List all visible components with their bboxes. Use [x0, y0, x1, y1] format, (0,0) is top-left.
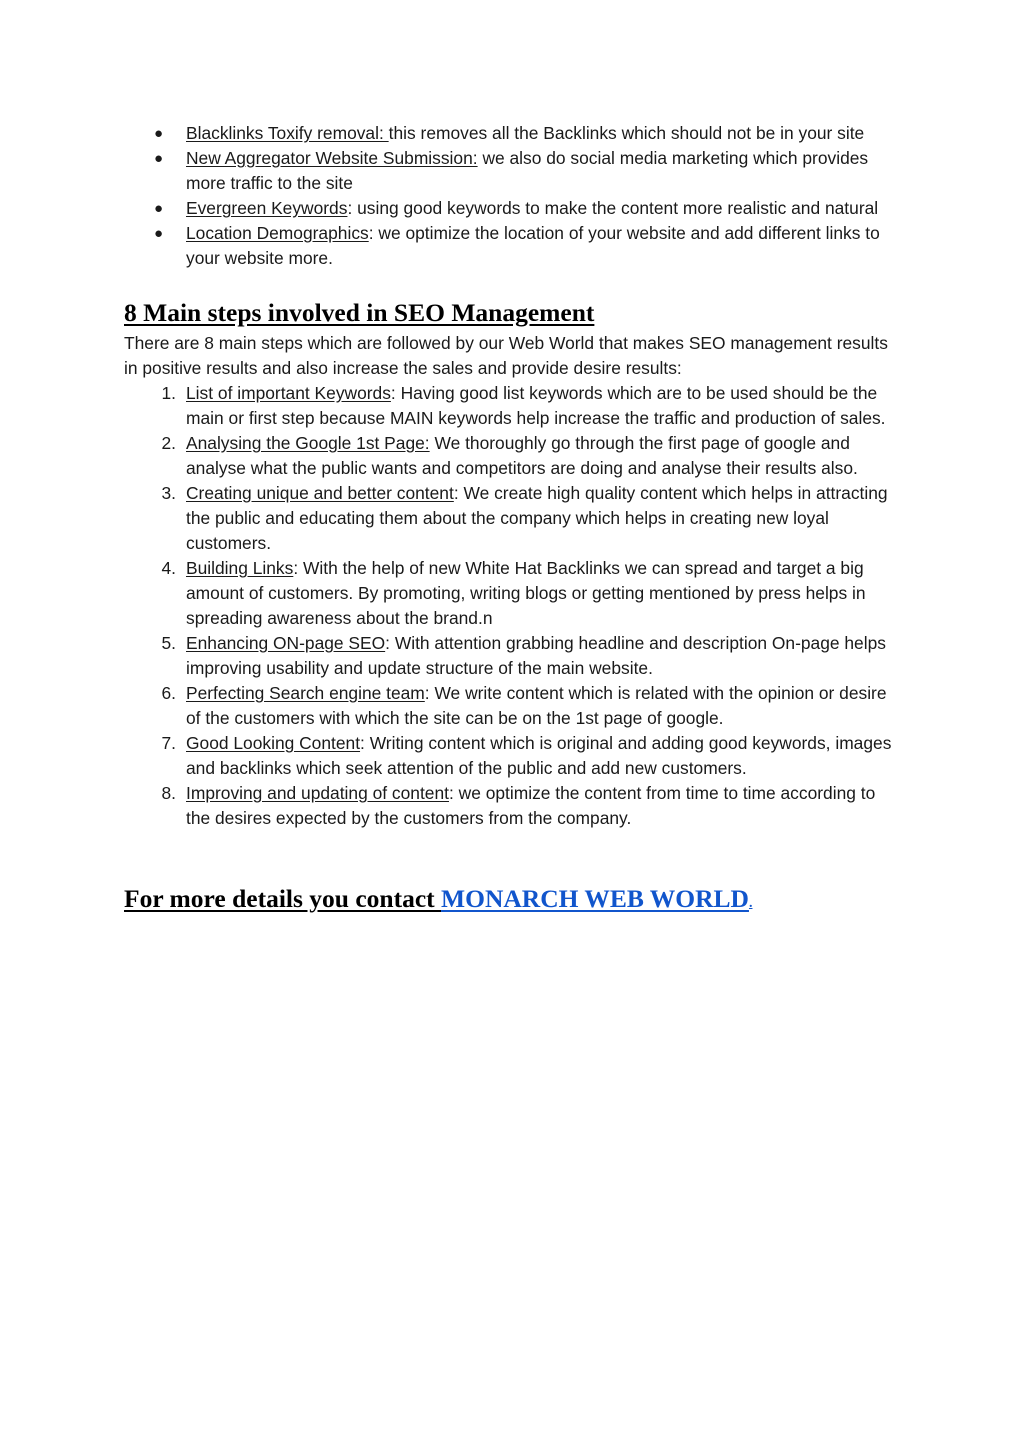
section-heading: 8 Main steps involved in SEO Management: [124, 298, 595, 327]
contact-label: For more details you contact: [124, 884, 442, 913]
list-item: [124, 556, 904, 631]
item-text: : we optimize the location of your website and add different links to your website more.: [186, 223, 880, 268]
section-intro: There are 8 main steps which are followed by our Web World that makes SEO management results in positive results and also increase the sales and provide desire results:: [124, 333, 888, 378]
list-item: [124, 731, 904, 781]
bullet-marker: ●: [154, 200, 164, 217]
item-title: List of important Keywords: [186, 383, 391, 403]
item-title: Evergreen Keywords: [186, 198, 348, 218]
list-item: [124, 431, 904, 481]
list-item: [124, 121, 904, 146]
step-number: 2.: [161, 433, 176, 453]
item-text: : With the help of new White Hat Backlinks we can spread and target a big amount of customers. By promoting, writing blogs or getting mentioned by press helps in spreading awareness about the brand.n: [186, 558, 866, 628]
bullet-marker: ●: [154, 150, 164, 167]
seo-steps-list: [124, 381, 904, 831]
item-title: Location Demographics: [186, 223, 369, 243]
item-text: : Writing content which is original and adding good keywords, images and backlinks which seek attention of the public and add new customers.: [186, 733, 892, 778]
item-text: We thoroughly go through the first page of google and analyse what the public wants and competitors are doing and analyse their results also.: [186, 433, 858, 478]
list-item: [124, 781, 904, 831]
item-title: Perfecting Search engine team: [186, 683, 425, 703]
item-title: Analysing the Google 1st Page:: [186, 433, 430, 453]
bullet-marker: ●: [154, 125, 164, 142]
service-bullet-list: [124, 121, 904, 271]
item-text: : using good keywords to make the content more realistic and natural: [347, 198, 879, 218]
list-item: [124, 221, 904, 271]
item-title: Improving and updating of content: [186, 783, 449, 803]
step-number: 3.: [161, 483, 176, 503]
item-title: Enhancing ON-page SEO: [186, 633, 386, 653]
item-text: : We write content which is related with the opinion or desire of the customers with which the site can be on the 1st page of google.: [186, 683, 887, 728]
item-title: Good Looking Content: [186, 733, 361, 753]
item-text: this removes all the Backlinks which should not be in your site: [388, 123, 865, 143]
item-title: Building Links: [186, 558, 294, 578]
item-title: New Aggregator Website Submission:: [186, 148, 478, 168]
step-number: 6.: [161, 683, 176, 703]
item-text: : we optimize the content from time to time according to the desires expected by the customers from the company.: [186, 783, 876, 828]
item-text: : Having good list keywords which are to be used should be the main or first step because MAIN keywords help increase the traffic and production of sales.: [186, 383, 886, 428]
item-title: Blacklinks Toxify removal:: [186, 123, 389, 143]
step-number: 1.: [161, 383, 176, 403]
contact-line: [124, 884, 904, 919]
item-title: Creating unique and better content: [186, 483, 454, 503]
list-item: [124, 481, 904, 556]
contact-trailing-period: .: [748, 896, 753, 911]
step-number: 7.: [161, 733, 176, 753]
step-number: 8.: [161, 783, 176, 803]
item-text: : We create high quality content which helps in attracting the public and educating them about the company which helps in creating new loyal customers.: [186, 483, 888, 553]
bullet-marker: ●: [154, 225, 164, 242]
page-content: [124, 121, 904, 919]
list-item: [124, 631, 904, 681]
monarch-web-world-link[interactable]: MONARCH WEB WORLD: [441, 884, 749, 913]
item-text: : With attention grabbing headline and description On-page helps improving usability and update structure of the main website.: [186, 633, 886, 678]
item-text: we also do social media marketing which provides more traffic to the site: [186, 148, 869, 193]
list-item: [124, 146, 904, 196]
step-number: 5.: [161, 633, 176, 653]
step-number: 4.: [161, 558, 176, 578]
list-item: [124, 381, 904, 431]
list-item: [124, 681, 904, 731]
list-item: [124, 196, 904, 221]
